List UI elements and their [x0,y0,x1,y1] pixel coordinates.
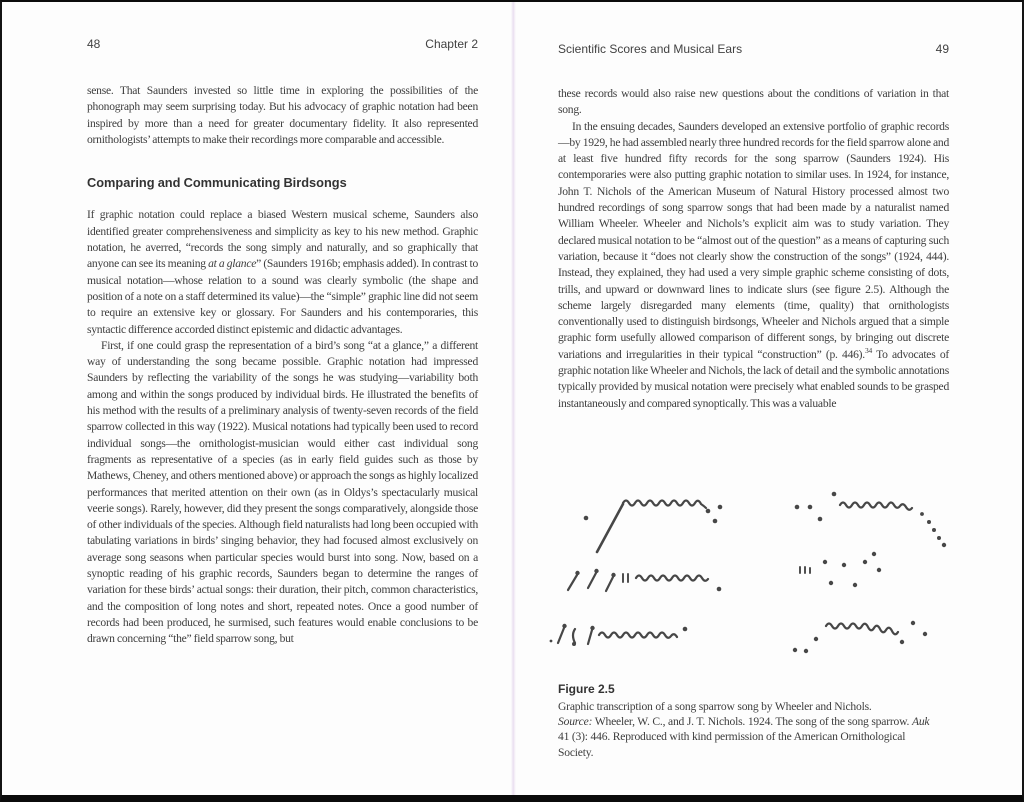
figure-label: Figure 2.5 [558,682,615,696]
right-page-body [558,86,949,412]
paragraph: these records would also raise new questions about the conditions of variation in that song. [558,87,949,117]
figure-caption: Graphic transcription of a song sparrow song by Wheeler and Nichols. [558,700,872,713]
left-page-number: 48 [87,37,101,51]
page-gutter-shadow [511,2,516,795]
right-running-head-title: Scientific Scores and Musical Ears [558,42,743,56]
right-page [558,2,949,795]
section-heading: Comparing and Communicating Birdsongs [87,175,347,191]
left-running-head [87,37,478,51]
paragraph: In the ensuing decades, Saunders developed an extensive portfolio of graphic records—by 1929, he had assembled nearly three hundred records for the field sparrow alone and at least five hundred fifty records for the song sparrow (Saunders 1924). His contemporaries were also putting graphic notation to similar uses. In 1924, for instance, John T. Nichols of the American Museum of Natural History processed almost two hundred recordings of song sparrow songs that had been made by a naturalist named William Wheeler. Wheeler and Nichols’s explicit aim was to study variation. They declared musical notation to be “almost out of the question” as a means of capturing such variation, because it “does not clearly show the construction of the songs” (1924, 444). Instead, they explained, they had used a very simple graphic scheme consisting of dots, trills, and upward or downward lines to indicate slurs (see figure 2.5). Although the scheme largely disregarded many elements (time, quality) that ornithologists conventionally used to distinguish birdsongs, Wheeler and Nichols argued that a simple graphic form usefully allowed comparison of different songs, by bringing out discrete variations and irregularities in their typical “construction” (p. 446).$^{34}$ To advocates of graphic notation like Wheeler and Nichols, the lack of detail and the symbolic annotations typically provided by musical notation were precisely what enabled sounds to be grasped instantaneously and compared synoptically. This was a valuable [558,119,949,410]
figure-2-5-drawing [548,488,952,666]
left-page-body [87,83,478,648]
figure-2-5 [548,488,952,760]
right-running-head [558,42,949,56]
right-page-number: 49 [935,42,949,56]
paragraph: If graphic notation could replace a biased Western musical scheme, Saunders also identified greater comprehensiveness and simplicity as key to his new method. Graphic notation, he averred, “records the song simply and naturally, and so graphically that anyone can see its meaning at a glance” (Saunders 1916b; emphasis added). In contrast to musical notation—whose relation to a sound was clearly symbolic (the shape and position of a note on a staff determined its value)—the “simple” graphic line did not seem to require an extensive key or glossary. For Saunders and his contemporaries, this syntactic difference accorded distinct epistemic and didactic advantages. [87,208,479,336]
figure-source: Source: Wheeler, W. C., and J. T. Nichols. 1924. The song of the song sparrow. Auk 41 (3): 446. Reproduced with kind permission of the American Ornithological Society. [558,715,930,759]
left-page [87,2,478,795]
paragraph: sense. That Saunders invested so little time in exploring the possibilities of the phonograph may seem surprising today. But his advocacy of graphic notation had been inspired by more than a need for greater documentary fidelity. It also represented ornithologists’ attempts to make their recordings more comparable and accessible. [87,84,478,146]
figure-caption-block [548,682,952,760]
paragraph: First, if one could grasp the representation of a bird’s song “at a glance,” a different way of understanding the song became possible. Graphic notation had impressed Saunders by reflecting the variability of the songs he was studying—variability both among and within the songs produced by individual birds. He illustrated the benefits of his method with the results of a preliminary analysis of twenty-seven records of the field sparrow collected in this way (1922). Musical notations had typically been used to record individual songs—the ornithologist-musician would either cast individual song fragments as representative of a species (as in early field guides such as those by Mathews, Cheney, and others mentioned above) or approach the songs as highly localized performances that merited attention on their own (as in Oldys’s spectacularly musical veerie songs). Rarely, however, did they present the songs comparatively, alongside those of other individuals of the species. Although field naturalists had long been occupied with tabulating variations in birds’ singing behavior, they had focused almost exclusively on average song seasons when particular species would burst into song. Now, based on a synoptic reading of his graphic records, Saunders began to determine the ranges of variation for these birds’ actual songs: their duration, their pitch, common characteristics, and the composition of long notes and short, repeated notes. Once a good number of records had been produced, he surmised, such features would enable conclusions to be drawn concerning “the” field sparrow song, but [87,338,478,646]
left-running-head-title: Chapter 2 [425,37,478,51]
